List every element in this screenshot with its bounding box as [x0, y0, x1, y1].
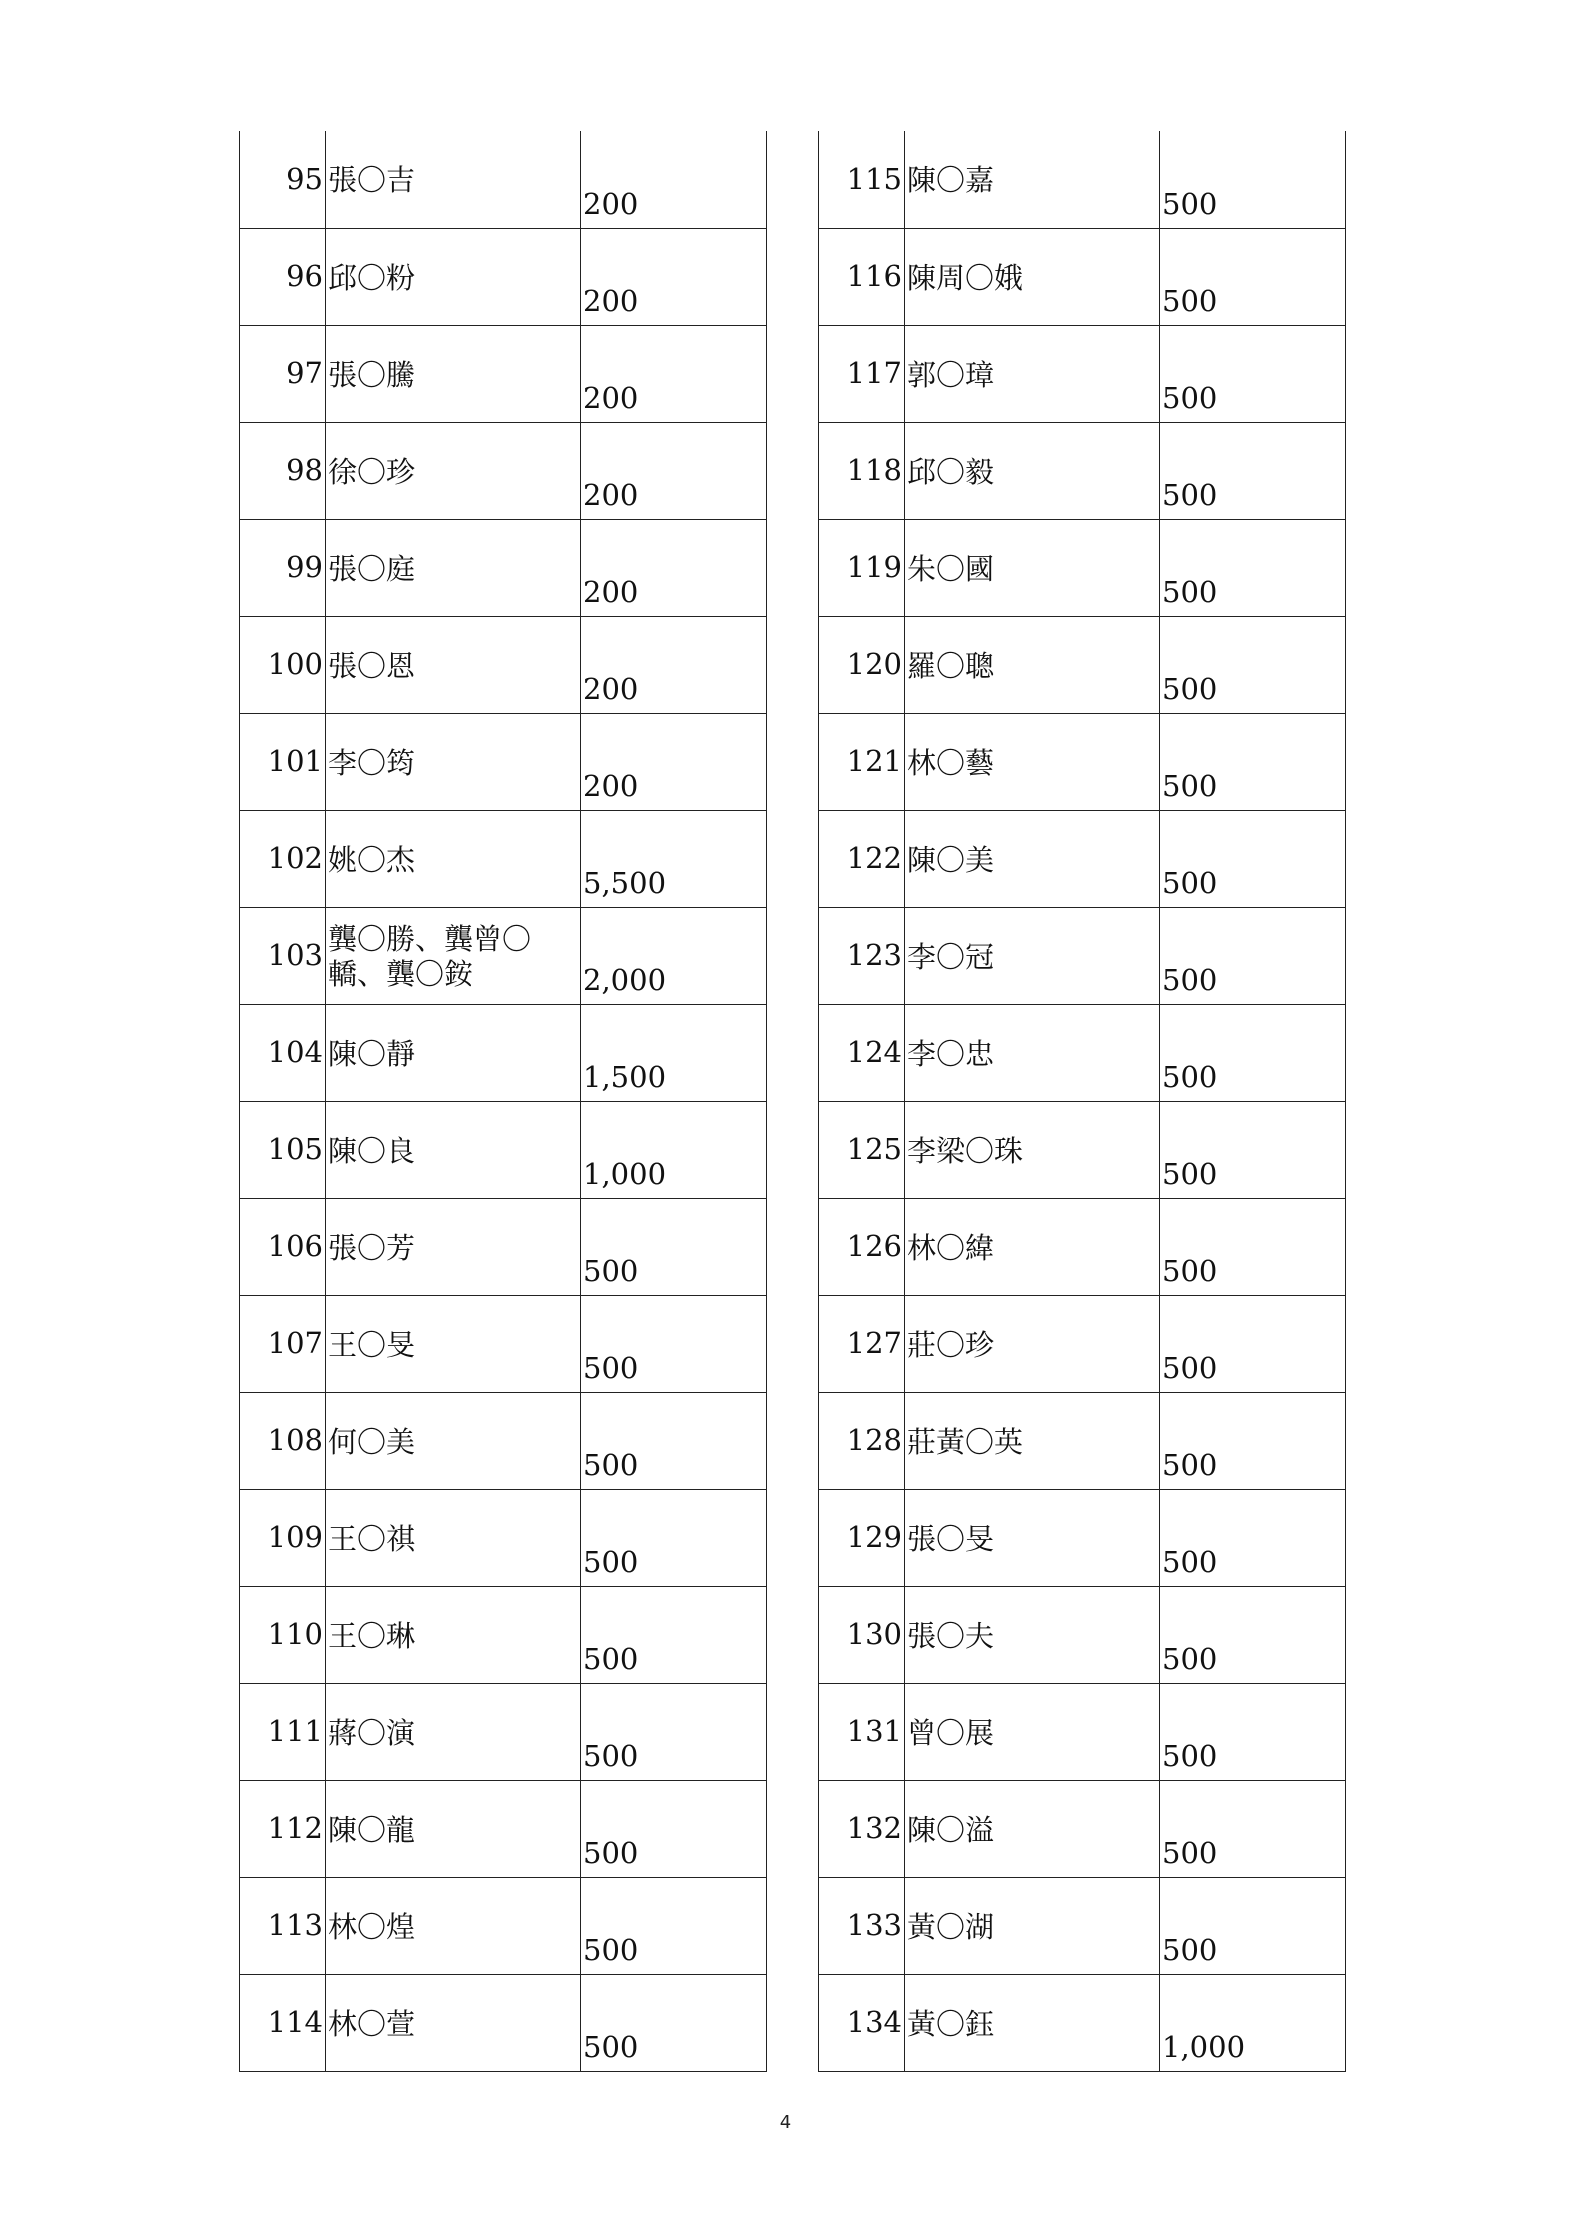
donation-amount: 500	[1160, 1198, 1346, 1295]
row-number: 126	[819, 1198, 905, 1295]
row-number: 116	[819, 228, 905, 325]
table-row	[819, 1974, 1346, 2071]
row-number: 130	[819, 1586, 905, 1683]
row-number: 101	[240, 713, 326, 810]
table-row	[240, 1392, 767, 1489]
donation-amount: 500	[1160, 131, 1346, 228]
donation-amount: 500	[1160, 1683, 1346, 1780]
table-row	[819, 1198, 1346, 1295]
table-row	[240, 810, 767, 907]
donation-amount: 500	[1160, 616, 1346, 713]
donation-amount: 500	[1160, 713, 1346, 810]
donation-amount: 500	[581, 1392, 767, 1489]
row-number: 128	[819, 1392, 905, 1489]
row-number: 134	[819, 1974, 905, 2071]
table-row	[240, 1877, 767, 1974]
row-number: 103	[240, 907, 326, 1004]
donation-amount: 1,000	[581, 1101, 767, 1198]
donor-name: 陳〇嘉	[905, 131, 1160, 228]
table-row	[240, 1974, 767, 2071]
donation-amount: 5,500	[581, 810, 767, 907]
row-number: 112	[240, 1780, 326, 1877]
row-number: 111	[240, 1683, 326, 1780]
donor-name: 黃〇湖	[905, 1877, 1160, 1974]
row-number: 98	[240, 422, 326, 519]
donor-table-left	[239, 131, 767, 2072]
table-row	[240, 1780, 767, 1877]
donation-amount: 500	[1160, 1101, 1346, 1198]
donor-name: 李〇筠	[326, 713, 581, 810]
donor-name: 陳周〇娥	[905, 228, 1160, 325]
donor-name: 徐〇珍	[326, 422, 581, 519]
table-row	[819, 1780, 1346, 1877]
row-number: 132	[819, 1780, 905, 1877]
donation-amount: 500	[581, 1586, 767, 1683]
donation-amount: 500	[1160, 519, 1346, 616]
table-row	[240, 1683, 767, 1780]
donor-name: 何〇美	[326, 1392, 581, 1489]
donor-name: 姚〇杰	[326, 810, 581, 907]
donation-amount: 500	[1160, 1877, 1346, 1974]
donation-amount: 500	[1160, 1780, 1346, 1877]
table-row	[819, 1392, 1346, 1489]
donor-name: 黃〇鈺	[905, 1974, 1160, 2071]
donation-amount: 500	[1160, 325, 1346, 422]
donor-name: 張〇吉	[326, 131, 581, 228]
donation-amount: 200	[581, 422, 767, 519]
donation-amount: 1,500	[581, 1004, 767, 1101]
donor-name: 張〇庭	[326, 519, 581, 616]
donation-amount: 500	[1160, 1489, 1346, 1586]
donor-name: 林〇藝	[905, 713, 1160, 810]
donor-name: 王〇祺	[326, 1489, 581, 1586]
row-number: 114	[240, 1974, 326, 2071]
donor-name: 張〇旻	[905, 1489, 1160, 1586]
table-row	[240, 1004, 767, 1101]
row-number: 119	[819, 519, 905, 616]
donation-amount: 1,000	[1160, 1974, 1346, 2071]
table-row	[240, 1295, 767, 1392]
donation-amount: 500	[1160, 1586, 1346, 1683]
donation-amount: 500	[1160, 1004, 1346, 1101]
table-row	[819, 422, 1346, 519]
donor-name: 朱〇國	[905, 519, 1160, 616]
table-row	[819, 713, 1346, 810]
donation-amount: 500	[581, 1295, 767, 1392]
table-row	[240, 713, 767, 810]
page-number: 4	[779, 2112, 792, 2133]
row-number: 108	[240, 1392, 326, 1489]
row-number: 99	[240, 519, 326, 616]
table-row	[240, 228, 767, 325]
donor-name: 張〇恩	[326, 616, 581, 713]
table-row	[240, 1586, 767, 1683]
donation-amount: 500	[581, 1877, 767, 1974]
donation-amount: 500	[1160, 1392, 1346, 1489]
donor-name: 羅〇聰	[905, 616, 1160, 713]
table-row	[240, 907, 767, 1004]
donor-name: 張〇騰	[326, 325, 581, 422]
donation-amount: 500	[581, 1198, 767, 1295]
table-row	[819, 1004, 1346, 1101]
row-number: 123	[819, 907, 905, 1004]
donation-amount: 500	[1160, 810, 1346, 907]
donor-name: 林〇萱	[326, 1974, 581, 2071]
table-row	[240, 1489, 767, 1586]
donor-name: 李〇忠	[905, 1004, 1160, 1101]
donation-amount: 200	[581, 616, 767, 713]
row-number: 121	[819, 713, 905, 810]
donor-name: 林〇緯	[905, 1198, 1160, 1295]
table-row	[240, 1101, 767, 1198]
donation-amount: 500	[1160, 422, 1346, 519]
donor-name: 邱〇粉	[326, 228, 581, 325]
row-number: 107	[240, 1295, 326, 1392]
row-number: 96	[240, 228, 326, 325]
row-number: 97	[240, 325, 326, 422]
donation-amount: 500	[1160, 1295, 1346, 1392]
table-row	[819, 616, 1346, 713]
table-row	[819, 325, 1346, 422]
donor-table-right	[818, 131, 1346, 2072]
donor-name: 林〇煌	[326, 1877, 581, 1974]
donor-name: 龔〇勝、龔曾〇轎、龔〇銨	[326, 907, 581, 1004]
row-number: 120	[819, 616, 905, 713]
table-row	[819, 1877, 1346, 1974]
row-number: 115	[819, 131, 905, 228]
table-row	[240, 325, 767, 422]
row-number: 100	[240, 616, 326, 713]
donation-amount: 200	[581, 713, 767, 810]
table-row	[819, 1586, 1346, 1683]
donation-amount: 500	[581, 1489, 767, 1586]
row-number: 102	[240, 810, 326, 907]
row-number: 105	[240, 1101, 326, 1198]
donor-name: 張〇夫	[905, 1586, 1160, 1683]
table-row	[240, 1198, 767, 1295]
donor-name: 陳〇溢	[905, 1780, 1160, 1877]
row-number: 106	[240, 1198, 326, 1295]
donation-amount: 500	[581, 1780, 767, 1877]
row-number: 131	[819, 1683, 905, 1780]
table-row	[819, 1101, 1346, 1198]
donor-name: 李梁〇珠	[905, 1101, 1160, 1198]
donor-name: 王〇旻	[326, 1295, 581, 1392]
donation-amount: 500	[581, 1974, 767, 2071]
donation-amount: 500	[581, 1683, 767, 1780]
row-number: 113	[240, 1877, 326, 1974]
row-number: 117	[819, 325, 905, 422]
table-row	[240, 131, 767, 228]
table-row	[819, 907, 1346, 1004]
row-number: 104	[240, 1004, 326, 1101]
table-row	[819, 1295, 1346, 1392]
donor-name: 陳〇美	[905, 810, 1160, 907]
table-row	[240, 422, 767, 519]
donor-name: 莊〇珍	[905, 1295, 1160, 1392]
table-row	[819, 519, 1346, 616]
row-number: 129	[819, 1489, 905, 1586]
row-number: 109	[240, 1489, 326, 1586]
row-number: 127	[819, 1295, 905, 1392]
donor-name: 莊黃〇英	[905, 1392, 1160, 1489]
table-row	[819, 131, 1346, 228]
donation-amount: 200	[581, 131, 767, 228]
donor-name: 陳〇良	[326, 1101, 581, 1198]
table-row	[819, 810, 1346, 907]
donor-name: 張〇芳	[326, 1198, 581, 1295]
row-number: 95	[240, 131, 326, 228]
donor-name: 李〇冠	[905, 907, 1160, 1004]
donation-amount: 500	[1160, 907, 1346, 1004]
donor-name: 陳〇靜	[326, 1004, 581, 1101]
row-number: 110	[240, 1586, 326, 1683]
donor-name: 王〇琳	[326, 1586, 581, 1683]
table-row	[819, 1489, 1346, 1586]
donation-amount: 200	[581, 228, 767, 325]
table-row	[819, 1683, 1346, 1780]
donor-name: 郭〇璋	[905, 325, 1160, 422]
donation-amount: 200	[581, 325, 767, 422]
table-row	[240, 616, 767, 713]
donor-name: 蔣〇演	[326, 1683, 581, 1780]
donation-amount: 200	[581, 519, 767, 616]
donor-name: 陳〇龍	[326, 1780, 581, 1877]
donor-name: 邱〇毅	[905, 422, 1160, 519]
row-number: 125	[819, 1101, 905, 1198]
table-row	[819, 228, 1346, 325]
row-number: 133	[819, 1877, 905, 1974]
donation-amount: 2,000	[581, 907, 767, 1004]
row-number: 124	[819, 1004, 905, 1101]
table-row	[240, 519, 767, 616]
row-number: 118	[819, 422, 905, 519]
row-number: 122	[819, 810, 905, 907]
donor-name: 曾〇展	[905, 1683, 1160, 1780]
donation-amount: 500	[1160, 228, 1346, 325]
